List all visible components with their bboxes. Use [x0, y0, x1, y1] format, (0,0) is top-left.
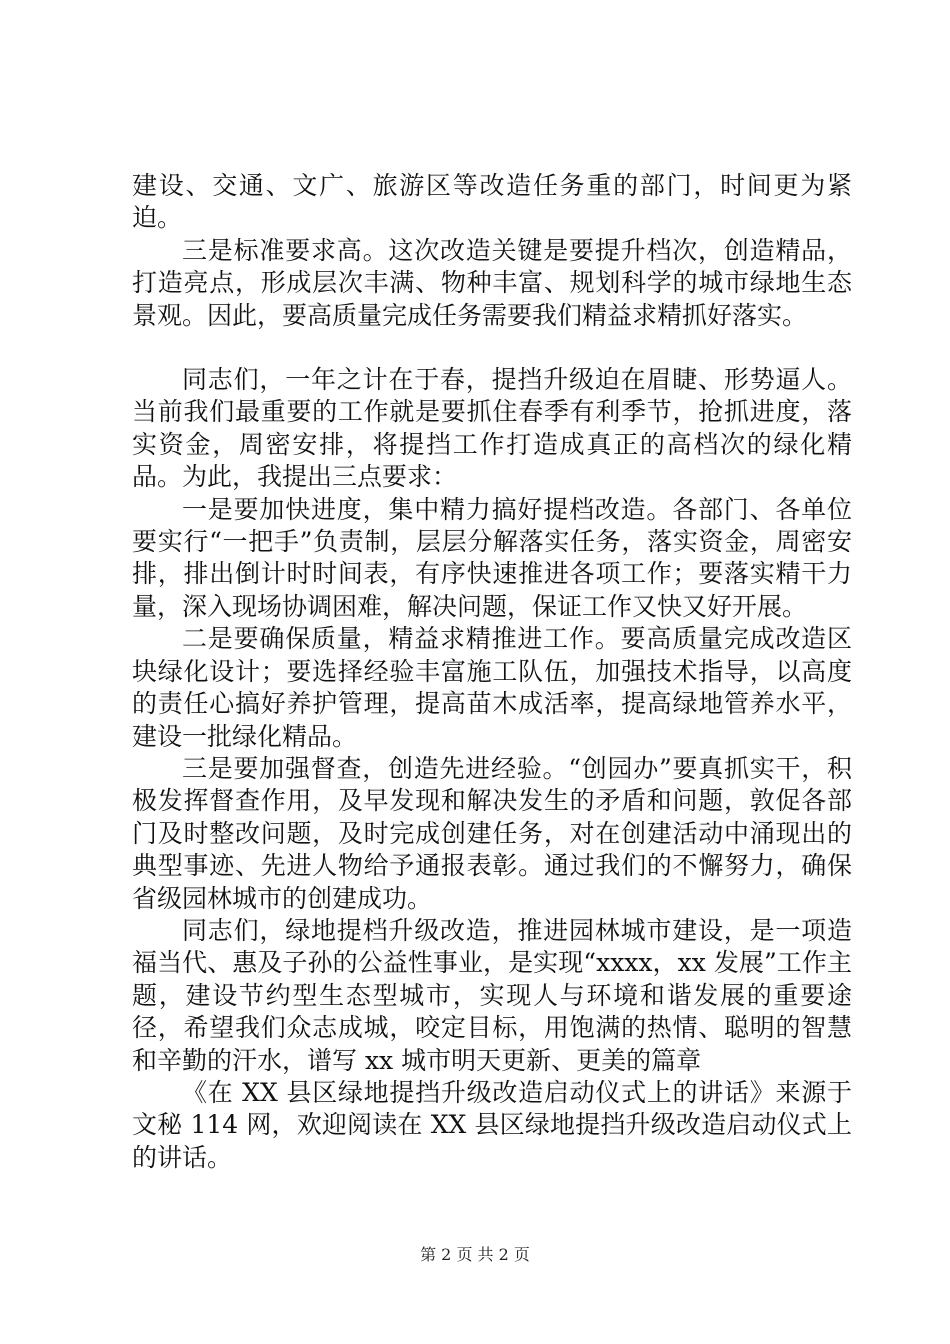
paragraph-conclusion: 同志们，绿地提档升级改造，推进园林城市建设，是一项造福当代、惠及子孙的公益性事业，是实现“xxxx，xx 发展”工作主题，建设节约型生态型城市，实现人与环境和谐发展的重要途径，希望我们众志成城，咬定目标，用饱满的热情、聪明的智慧和辛勤的汗水，谱写 xx 城市明天更新、更美的篇章 — [132, 915, 852, 1075]
paragraph-source-note: 《在 XX 县区绿地提挡升级改造启动仪式上的讲话》来源于文秘 114 网，欢迎阅读在 XX 县区绿地提挡升级改造启动仪式上的讲话。 — [132, 1077, 852, 1172]
page-number-footer: 第 2 页 共 2 页 — [420, 1245, 530, 1264]
paragraph-requirement-one: 一是要加快进度，集中精力搞好提档改造。各部门、各单位要实行“一把手”负责制，层层分解落实任务，落实资金，周密安排，排出倒计时时间表，有序快速推进各项工作；要落实精干力量，深入现场协调困难，解决问题，保证工作又快又好开展。 — [132, 494, 852, 621]
paragraph-spacer — [132, 332, 852, 364]
paragraph-requirement-three: 三是要加强督查，创造先进经验。“创园办”要真抓实干，积极发挥督查作用，及早发现和解决发生的矛盾和问题，敦促各部门及时整改问题，及时完成创建任务，对在创建活动中涌现出的典型事迹、先进人物给予通报表彰。通过我们的不懈努力，确保省级园林城市的创建成功。 — [132, 753, 852, 913]
document-body — [132, 170, 852, 1174]
paragraph-standard-requirement: 三是标准要求高。这次改造关键是要提升档次，创造精品，打造亮点，形成层次丰满、物种丰富、规划科学的城市绿地生态景观。因此，要高质量完成任务需要我们精益求精抓好落实。 — [132, 235, 852, 330]
paragraph-continuation: 建设、交通、文广、旅游区等改造任务重的部门，时间更为紧迫。 — [132, 171, 852, 233]
paragraph-requirement-two: 二是要确保质量，精益求精推进工作。要高质量完成改造区块绿化设计；要选择经验丰富施工队伍，加强技术指导，以高度的责任心搞好养护管理，提高苗木成活率，提高绿地管养水平，建设一批绿化精品。 — [132, 624, 852, 751]
paragraph-comrades-spring: 同志们，一年之计在于春，提挡升级迫在眉睫、形势逼人。当前我们最重要的工作就是要抓住春季有利季节，抢抓进度，落实资金，周密安排，将提挡工作打造成真正的高档次的绿化精品。为此，我提出三点要求： — [132, 365, 852, 492]
